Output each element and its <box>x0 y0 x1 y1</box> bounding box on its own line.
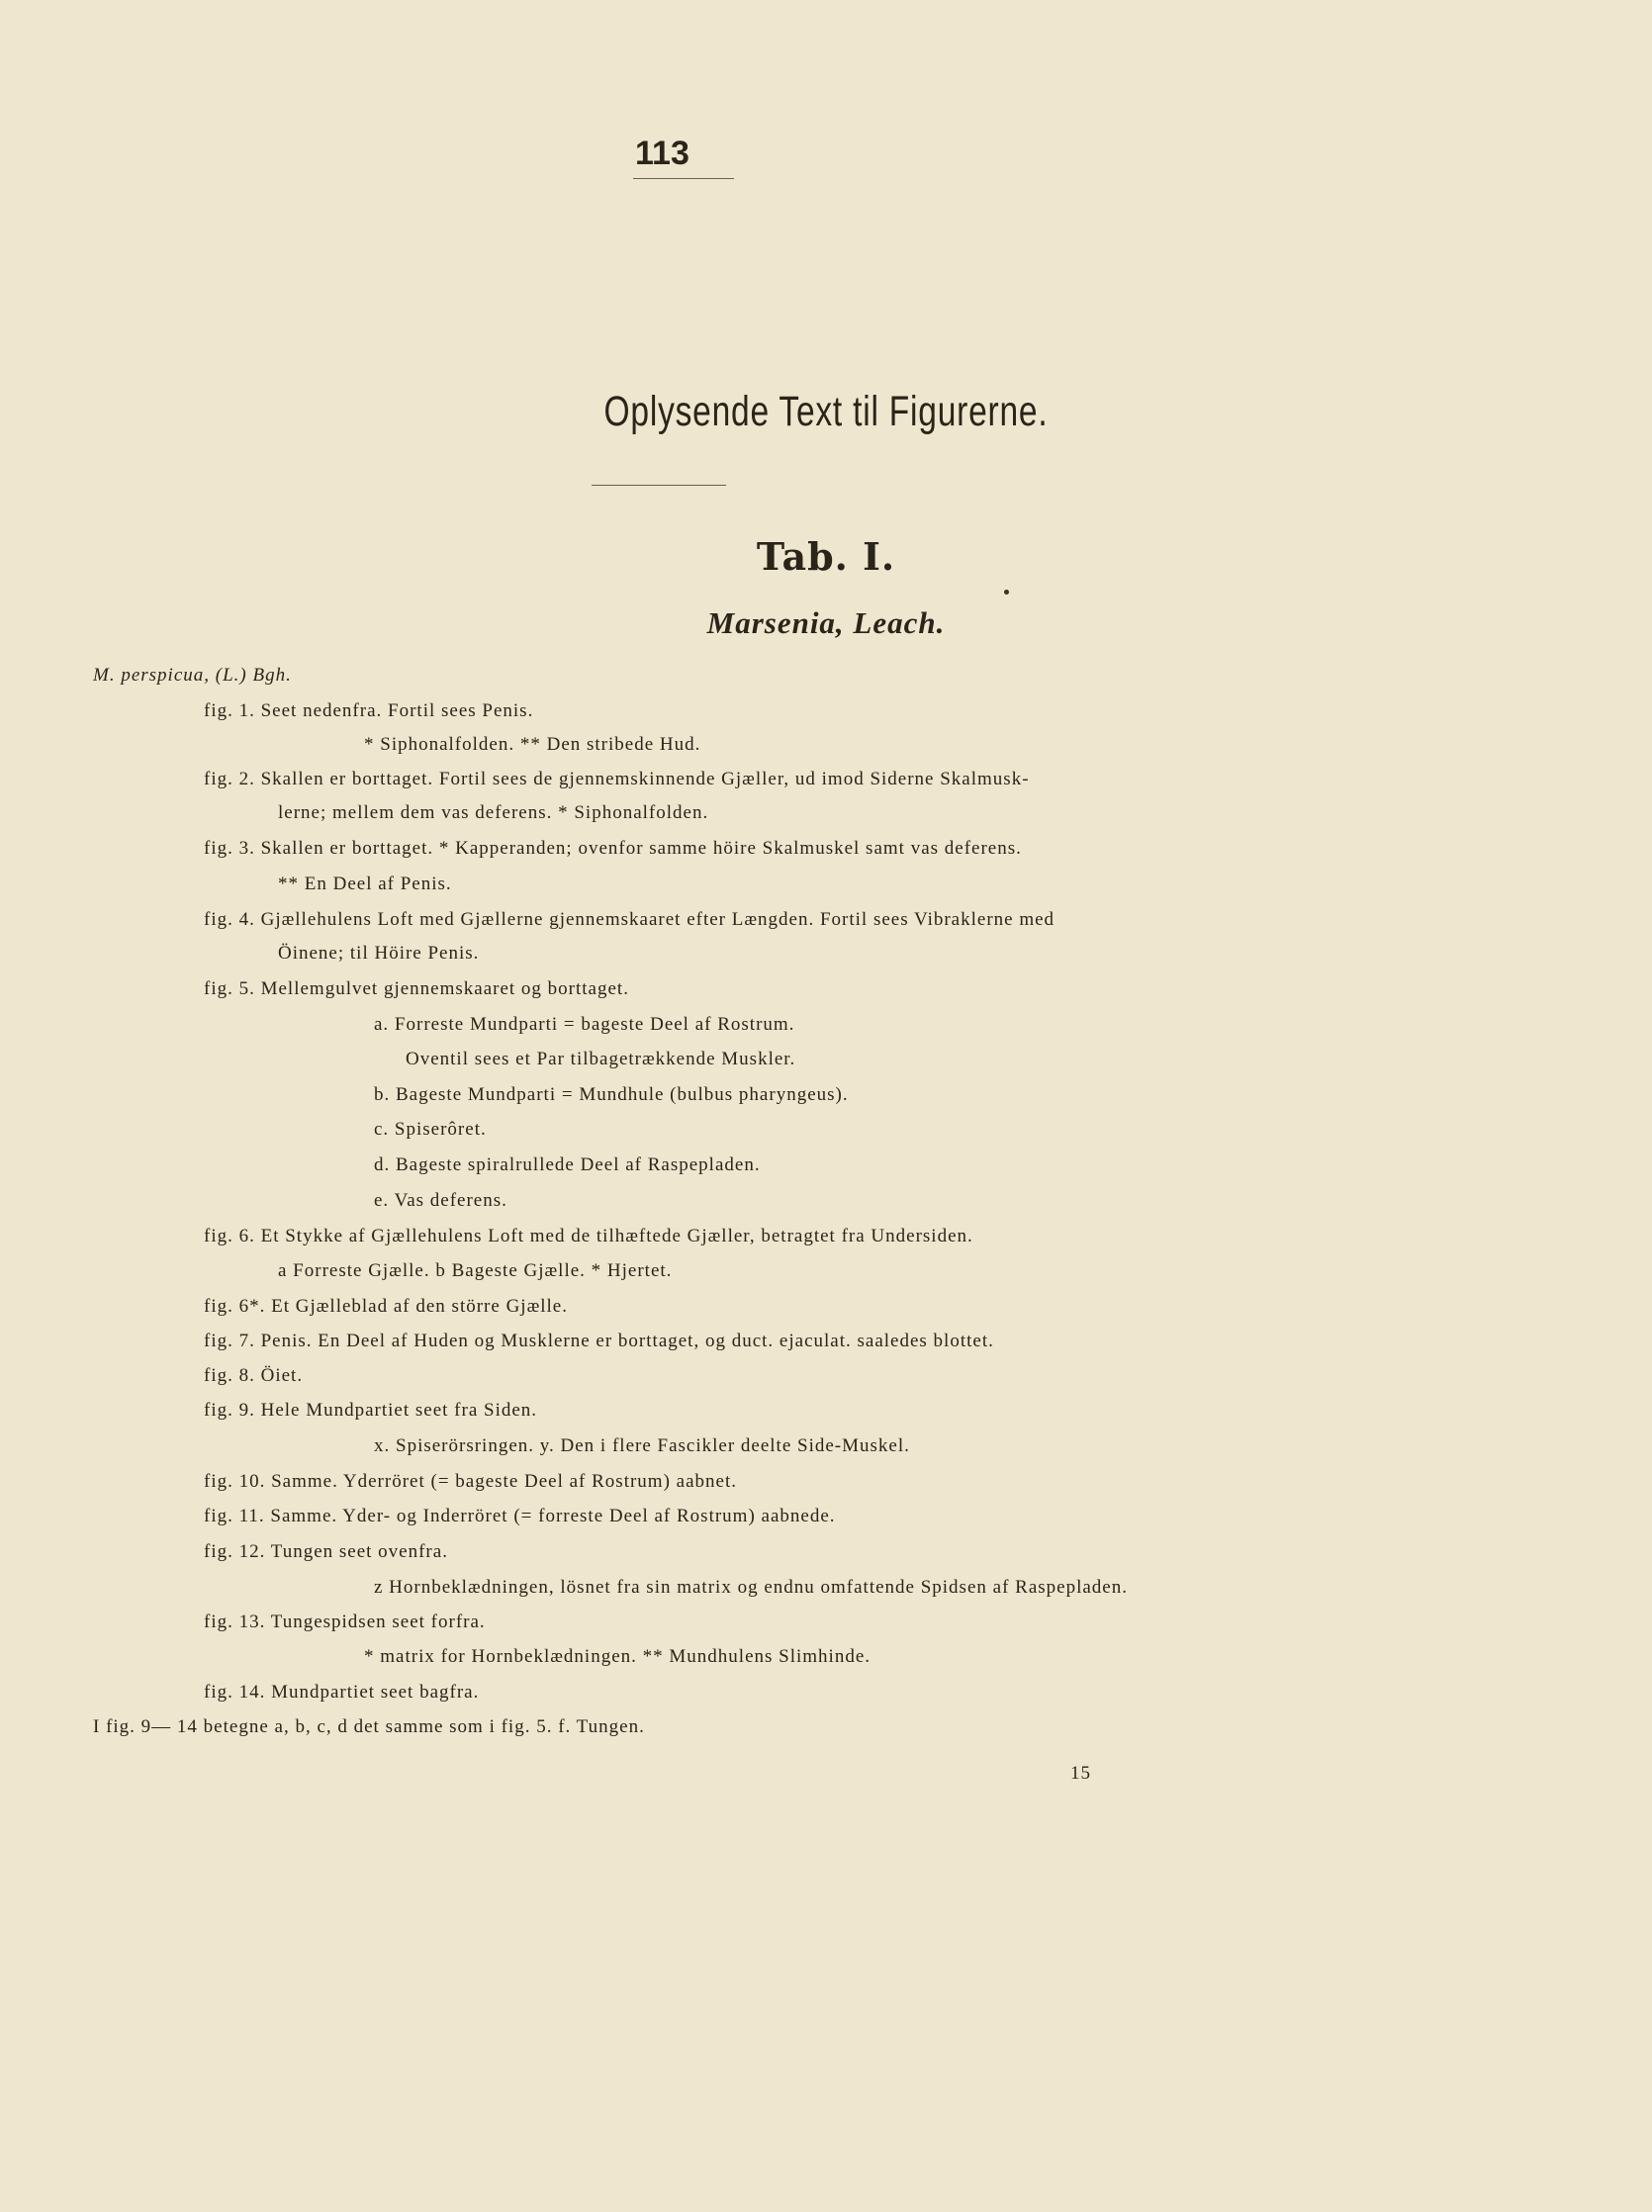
genus-heading: Marsenia, Leach. <box>706 605 946 640</box>
page-number: 113 <box>635 135 689 172</box>
text-line: Oventil sees et Par tilbagetrækkende Muskler. <box>406 1049 796 1069</box>
title-rule <box>592 485 726 486</box>
text-line: fig. 13. Tungespidsen seet forfra. <box>204 1612 486 1632</box>
text-line: * matrix for Hornbeklædningen. ** Mundhulens Slimhinde. <box>364 1646 872 1667</box>
text-line: ** En Deel af Penis. <box>278 874 452 894</box>
text-line: fig. 2. Skallen er borttaget. Fortil sees de gjennemskinnende Gjæller, ud imod Siderne Skalmusk- <box>204 769 1030 789</box>
text-line: a. Forreste Mundparti = bageste Deel af Rostrum. <box>374 1014 795 1035</box>
text-line: fig. 8. Öiet. <box>204 1365 304 1386</box>
species-heading: M. perspicua, (L.) Bgh. <box>93 665 292 686</box>
text-line: fig. 3. Skallen er borttaget. * Kapperanden; ovenfor samme höire Skalmuskel samt vas deferens. <box>204 838 1022 859</box>
text-line: e. Vas deferens. <box>374 1190 507 1211</box>
text-line: fig. 1. Seet nedenfra. Fortil sees Penis. <box>204 700 534 721</box>
text-line: fig. 6. Et Stykke af Gjællehulens Loft med de tilhæftede Gjæller, betragtet fra Undersiden. <box>204 1226 973 1246</box>
text-line: fig. 4. Gjællehulens Loft med Gjællerne gjennemskaaret efter Længden. Fortil sees Vibraklerne med <box>204 909 1055 930</box>
text-line: fig. 6*. Et Gjælleblad af den större Gjælle. <box>204 1296 568 1317</box>
text-line: x. Spiserörsringen. y. Den i flere Fascikler deelte Side-Muskel. <box>374 1435 910 1456</box>
text-line: fig. 12. Tungen seet ovenfra. <box>204 1541 448 1562</box>
text-line: I fig. 9— 14 betegne a, b, c, d det samme som i fig. 5. f. Tungen. <box>93 1716 645 1737</box>
text-line: fig. 14. Mundpartiet seet bagfra. <box>204 1682 480 1703</box>
text-line: d. Bageste spiralrullede Deel af Raspepladen. <box>374 1154 761 1175</box>
text-line: fig. 10. Samme. Yderröret (= bageste Deel af Rostrum) aabnet. <box>204 1471 737 1492</box>
text-line: fig. 11. Samme. Yder- og Inderröret (= forreste Deel af Rostrum) aabnede. <box>204 1506 836 1526</box>
text-line: lerne; mellem dem vas deferens. * Siphonalfolden. <box>278 802 709 823</box>
text-line: c. Spiserôret. <box>374 1119 487 1140</box>
text-line: a Forreste Gjælle. b Bageste Gjælle. * Hjertet. <box>278 1260 673 1281</box>
text-line: fig. 7. Penis. En Deel af Huden og Musklerne er borttaget, og duct. ejaculat. saaledes blottet. <box>204 1331 994 1351</box>
page-title: Oplysende Text til Figurerne. <box>603 388 1049 435</box>
signature-mark: 15 <box>1070 1763 1091 1784</box>
text-line: * Siphonalfolden. ** Den stribede Hud. <box>364 734 701 755</box>
text-line: b. Bageste Mundparti = Mundhule (bulbus pharyngeus). <box>374 1084 849 1105</box>
stray-dot <box>1004 590 1009 595</box>
text-line: fig. 9. Hele Mundpartiet seet fra Siden. <box>204 1400 538 1421</box>
page-number-rule <box>633 178 734 179</box>
text-line: z Hornbeklædningen, lösnet fra sin matrix og endnu omfattende Spidsen af Raspepladen. <box>374 1577 1128 1598</box>
text-line: Öinene; til Höire Penis. <box>278 943 480 964</box>
text-line: fig. 5. Mellemgulvet gjennemskaaret og borttaget. <box>204 978 629 999</box>
tab-heading: Tab. I. <box>756 534 896 579</box>
